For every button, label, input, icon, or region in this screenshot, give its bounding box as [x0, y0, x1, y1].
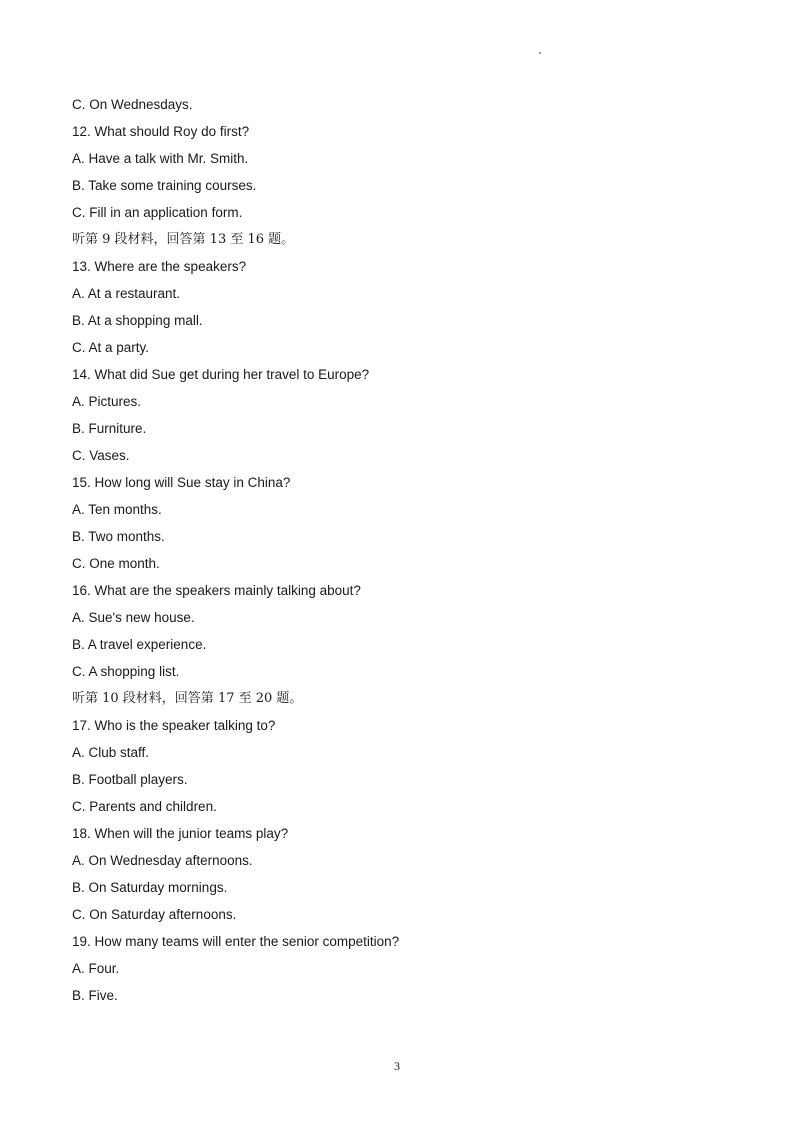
answer-option: B. Furniture.	[72, 421, 147, 436]
question-text: 14. What did Sue get during her travel to Europe?	[72, 367, 370, 382]
scan-dot	[539, 52, 541, 54]
answer-option: A. Club staff.	[72, 745, 150, 760]
section-instruction: 听第 9 段材料，回答第 13 至 16 题。	[72, 232, 295, 247]
answer-option: A. On Wednesday afternoons.	[72, 853, 253, 868]
answer-option: A. Have a talk with Mr. Smith.	[72, 151, 249, 166]
question-text: 15. How long will Sue stay in China?	[72, 475, 291, 490]
section-instruction: 听第 10 段材料，回答第 17 至 20 题。	[72, 691, 303, 706]
answer-option: A. Pictures.	[72, 394, 142, 409]
answer-option: A. Ten months.	[72, 502, 162, 517]
question-text: 12. What should Roy do first?	[72, 124, 250, 139]
page-number: 3	[394, 1059, 400, 1073]
answer-option: A. At a restaurant.	[72, 286, 181, 301]
answer-option: B. A travel experience.	[72, 637, 207, 652]
answer-option: B. Take some training courses.	[72, 178, 257, 193]
question-text: 17. Who is the speaker talking to?	[72, 718, 276, 733]
question-text: 16. What are the speakers mainly talking about?	[72, 583, 361, 598]
answer-option: B. Five.	[72, 988, 118, 1003]
question-text: 19. How many teams will enter the senior competition?	[72, 934, 400, 949]
answer-option: C. On Wednesdays.	[72, 97, 193, 112]
answer-option: B. At a shopping mall.	[72, 313, 203, 328]
answer-option: C. A shopping list.	[72, 664, 180, 679]
question-text: 13. Where are the speakers?	[72, 259, 247, 274]
answer-option: A. Sue's new house.	[72, 610, 195, 625]
answer-option: C. Parents and children.	[72, 799, 217, 814]
answer-option: C. At a party.	[72, 340, 150, 355]
answer-option: C. On Saturday afternoons.	[72, 907, 237, 922]
answer-option: A. Four.	[72, 961, 120, 976]
answer-option: C. One month.	[72, 556, 160, 571]
answer-option: B. Two months.	[72, 529, 165, 544]
question-list	[72, 95, 752, 1013]
answer-option: B. Football players.	[72, 772, 188, 787]
question-text: 18. When will the junior teams play?	[72, 826, 289, 841]
answer-option: C. Fill in an application form.	[72, 205, 243, 220]
answer-option: C. Vases.	[72, 448, 130, 463]
answer-option: B. On Saturday mornings.	[72, 880, 228, 895]
